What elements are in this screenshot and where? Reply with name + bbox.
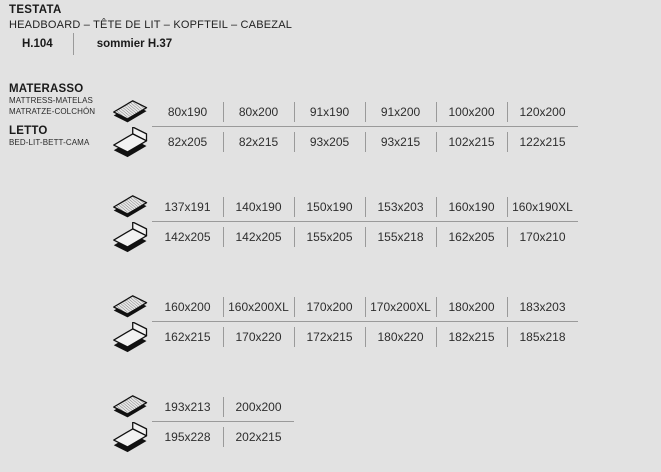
mattress-size-cell: 100x200: [436, 97, 507, 127]
mattress-size-cell: 183x203: [507, 292, 578, 322]
bed-size-cell: 122x215: [507, 127, 578, 157]
icon-column: [110, 392, 152, 452]
mattress-size-cell: 80x200: [223, 97, 294, 127]
mattress-size-cell: 153x203: [365, 192, 436, 222]
bed-label-block: [9, 125, 119, 148]
mattress-icon: [110, 292, 152, 322]
bed-size-cell: 182x215: [436, 322, 507, 352]
mattress-size-cell: 160x200XL: [223, 292, 294, 322]
size-section: [110, 392, 294, 452]
mattress-icon: [110, 392, 152, 422]
size-grid: [152, 292, 578, 352]
bed-size-cell: 93x215: [365, 127, 436, 157]
size-section: [110, 192, 578, 252]
bed-size-cell: 202x215: [223, 422, 294, 452]
bed-size-cell: 155x205: [294, 222, 365, 252]
icon-column: [110, 292, 152, 352]
mattress-label-block: [9, 83, 119, 117]
page-subtitle: HEADBOARD – TÊTE DE LIT – KOPFTEIL – CABEZAL: [9, 19, 293, 31]
bed-label-translation: BED-LIT-BETT-CAMA: [9, 138, 90, 147]
mattress-size-cell: 160x200: [152, 292, 223, 322]
bed-size-cell: 162x215: [164, 330, 211, 344]
mattress-icon: [110, 97, 152, 127]
bed-icon: [110, 422, 152, 452]
mattress-size-cell: 120x200: [507, 97, 578, 127]
size-grid: [152, 97, 578, 157]
bed-icon: [110, 222, 152, 252]
bed-size-cell: 170x210: [507, 222, 578, 252]
bed-size-cell: 93x205: [294, 127, 365, 157]
bed-icon: [110, 127, 152, 157]
bed-size-cell: 142x205: [164, 230, 211, 244]
headboard-height-value: H.104: [22, 38, 53, 50]
mattress-size-cell: 200x200: [223, 392, 294, 422]
size-section: [110, 97, 578, 157]
icon-column: [110, 192, 152, 252]
mattress-size-cell: 91x190: [294, 97, 365, 127]
mattress-label-translation-2: MATRATZE-COLCHÓN: [9, 107, 96, 116]
bed-size-cell: 172x215: [294, 322, 365, 352]
size-grid: [152, 392, 294, 452]
sommier-height-value: sommier H.37: [96, 38, 173, 50]
mattress-size-cell: 91x200: [365, 97, 436, 127]
bed-size-cell: 82x215: [223, 127, 294, 157]
bed-size-cell: 82x205: [167, 135, 208, 149]
mattress-size-cell: 140x190: [223, 192, 294, 222]
mattress-size-cell: 193x213: [152, 392, 223, 422]
spec-row: [22, 32, 172, 56]
page-title: TESTATA: [9, 4, 62, 16]
mattress-size-cell: 137x191: [152, 192, 223, 222]
mattress-size-cell: 80x190: [152, 97, 223, 127]
icon-column: [110, 97, 152, 157]
bed-size-cell: 155x218: [365, 222, 436, 252]
mattress-label-translation-1: MATTRESS-MATELAS: [9, 96, 93, 105]
mattress-size-cell: 160x190XL: [507, 192, 578, 222]
mattress-size-cell: 170x200: [294, 292, 365, 322]
size-grid: [152, 192, 578, 252]
bed-size-cell: 162x205: [436, 222, 507, 252]
mattress-size-cell: 160x190: [436, 192, 507, 222]
mattress-icon: [110, 192, 152, 222]
mattress-size-cell: 150x190: [294, 192, 365, 222]
bed-icon: [110, 322, 152, 352]
bed-size-cell: 102x215: [436, 127, 507, 157]
bed-size-cell: 185x218: [507, 322, 578, 352]
mattress-size-cell: 170x200XL: [365, 292, 436, 322]
spec-divider: [73, 33, 74, 55]
size-section: [110, 292, 578, 352]
bed-label: LETTO: [9, 125, 48, 137]
mattress-label: MATERASSO: [9, 83, 84, 95]
bed-size-cell: 180x220: [365, 322, 436, 352]
bed-size-cell: 142x205: [223, 222, 294, 252]
mattress-size-cell: 180x200: [436, 292, 507, 322]
bed-size-cell: 195x228: [164, 430, 211, 444]
bed-size-cell: 170x220: [223, 322, 294, 352]
header: [9, 4, 292, 31]
